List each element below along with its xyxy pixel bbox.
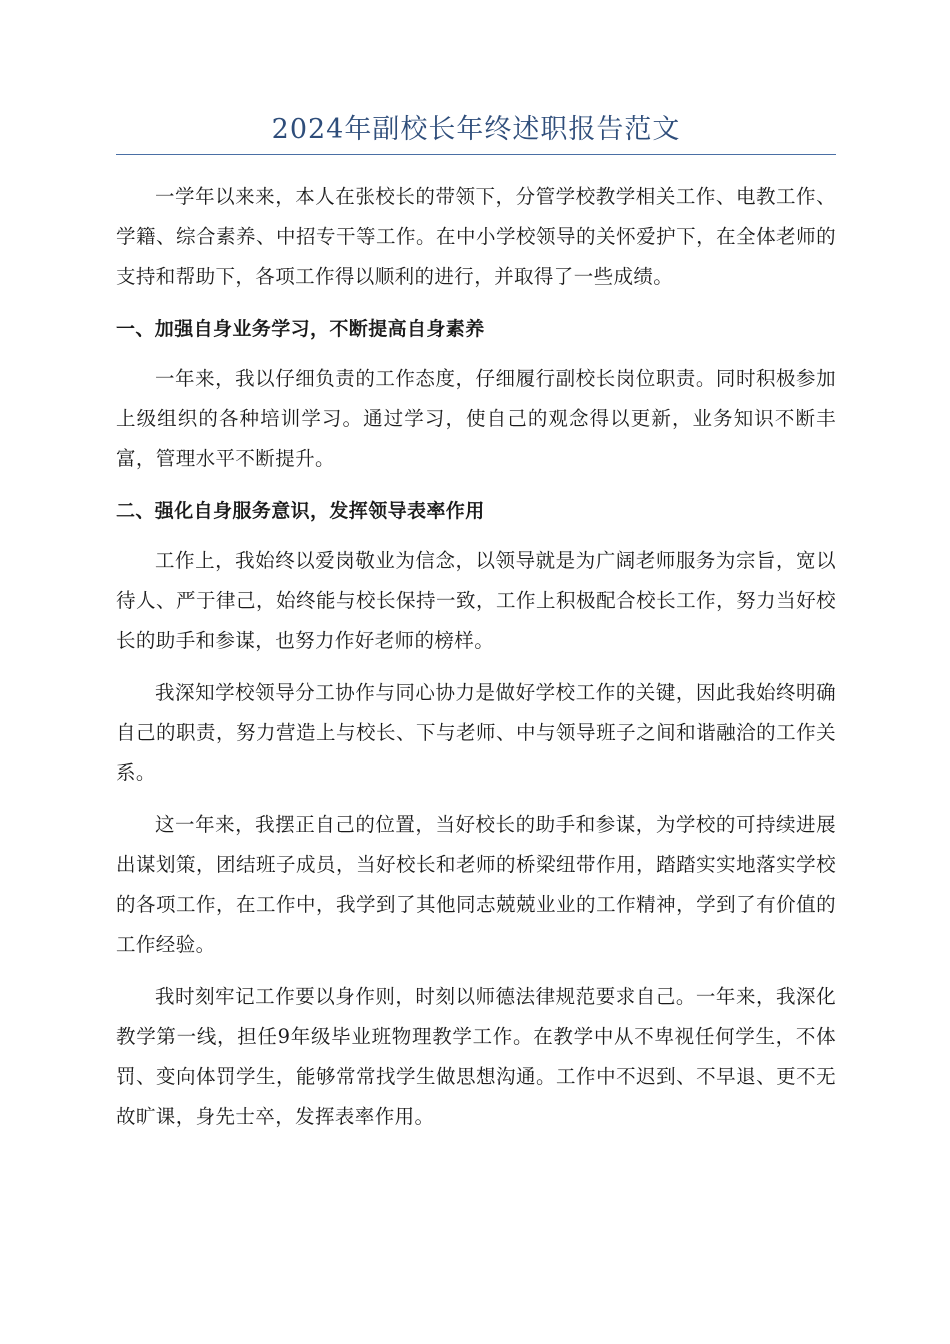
document-page (116, 110, 836, 1149)
document-title: 2024年副校长年终述职报告范文 (116, 110, 836, 155)
paragraph-intro: 一学年以来来，本人在张校长的带领下，分管学校教学相关工作、电教工作、学籍、综合素养、中招专干等工作。在中小学校领导的关怀爱护下，在全体老师的支持和帮助下，各项工作得以顺利的进行，并取得了一些成绩。 (116, 185, 836, 288)
paragraph-cooperation: 我深知学校领导分工协作与同心协力是做好学校工作的关键，因此我始终明确自己的职责，努力营造上与校长、下与老师、中与领导班子之间和谐融洽的工作关系。 (116, 681, 836, 784)
paragraph-position: 这一年来，我摆正自己的位置，当好校长的助手和参谋，为学校的可持续进展出谋划策，团结班子成员，当好校长和老师的桥梁纽带作用，踏踏实实地落实学校的各项工作，在工作中，我学到了其他同志兢兢业业的工作精神，学到了有价值的工作经验。 (116, 813, 836, 956)
section-heading-2: 二、强化自身服务意识，发挥领导表率作用 (116, 500, 485, 522)
paragraph-study: 一年来，我以仔细负责的工作态度，仔细履行副校长岗位职责。同时积极参加上级组织的各种培训学习。通过学习，使自己的观念得以更新，业务知识不断丰富，管理水平不断提升。 (116, 367, 836, 470)
paragraph-service: 工作上，我始终以爱岗敬业为信念，以领导就是为广阔老师服务为宗旨，宽以待人、严于律己，始终能与校长保持一致，工作上积极配合校长工作，努力当好校长的助手和参谋，也努力作好老师的榜样。 (116, 549, 836, 652)
paragraph-example: 我时刻牢记工作要以身作则，时刻以师德法律规范要求自己。一年来，我深化教学第一线，担任9年级毕业班物理教学工作。在教学中从不卑视任何学生，不体罚、变向体罚学生，能够常常找学生做思想沟通。工作中不迟到、不早退、更不无故旷课，身先士卒，发挥表率作用。 (116, 985, 836, 1128)
section-heading-1: 一、加强自身业务学习，不断提高自身素养 (116, 318, 485, 340)
